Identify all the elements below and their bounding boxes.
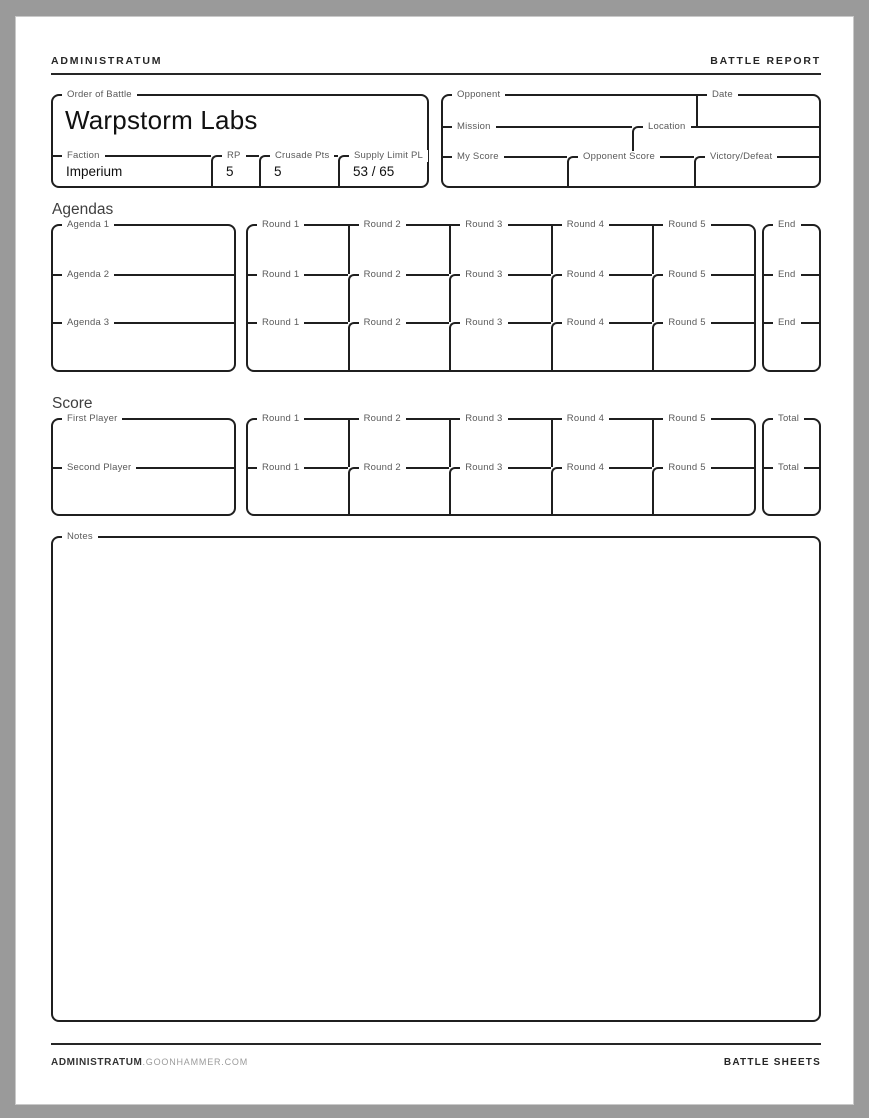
notes-label: Notes <box>62 531 98 543</box>
order-of-battle-label: Order of Battle <box>62 89 137 101</box>
masthead-brand: ADMINISTRATUM <box>51 55 163 67</box>
agenda-round-cell <box>551 219 653 274</box>
crusade-pts-value: 5 <box>274 164 282 179</box>
score-round-cell <box>248 413 348 467</box>
footer-brand: ADMINISTRATUM <box>51 1057 143 1068</box>
agenda-3-field <box>53 317 234 370</box>
agenda-3-label: Agenda 3 <box>62 317 114 329</box>
round-label: Round 1 <box>257 219 304 231</box>
score-round-cell <box>551 413 653 467</box>
faction-value: Imperium <box>66 164 123 179</box>
my-score-field <box>443 151 567 186</box>
round-label: Round 2 <box>359 219 406 231</box>
score-round-cell <box>348 413 450 467</box>
agenda-2-field <box>53 269 234 322</box>
agendas-section <box>51 219 821 372</box>
masthead <box>51 55 821 67</box>
agenda-1-field <box>53 219 234 274</box>
agenda-end-cell <box>764 219 819 274</box>
second-player-field <box>53 462 234 514</box>
end-label: End <box>773 219 801 231</box>
supply-limit-field <box>338 150 427 186</box>
round-label: Round 5 <box>663 413 710 425</box>
opponent-label: Opponent <box>452 89 505 101</box>
location-label: Location <box>643 121 691 133</box>
battle-details-box <box>441 89 821 188</box>
masthead-title: BATTLE REPORT <box>710 55 821 67</box>
rp-field <box>211 150 259 186</box>
agenda-round-cell <box>348 219 450 274</box>
agenda-round-cell <box>449 219 551 274</box>
opponent-score-label: Opponent Score <box>578 151 660 163</box>
round-label: Round 3 <box>460 462 507 474</box>
round-label: Round 2 <box>359 317 406 329</box>
first-player-label: First Player <box>62 413 122 425</box>
masthead-rule <box>51 73 821 75</box>
second-player-label: Second Player <box>62 462 136 474</box>
score-round-cell <box>248 462 348 514</box>
agendas-heading: Agendas <box>52 201 114 218</box>
round-label: Round 1 <box>257 269 304 281</box>
rp-label: RP <box>222 150 246 162</box>
round-label: Round 4 <box>562 219 609 231</box>
agenda-round-cell <box>652 219 754 274</box>
agenda-2-label: Agenda 2 <box>62 269 114 281</box>
score-total-cell <box>764 462 819 514</box>
crusade-pts-field <box>259 150 338 186</box>
order-of-battle-value: Warpstorm Labs <box>65 105 258 135</box>
order-of-battle-stats-row <box>53 150 427 186</box>
score-section <box>51 413 821 516</box>
agenda-names-box <box>51 219 236 372</box>
score-rounds-box <box>246 413 756 516</box>
round-label: Round 4 <box>562 413 609 425</box>
footer-rule <box>51 1043 821 1045</box>
round-label: Round 4 <box>562 317 609 329</box>
agenda-end-box <box>762 219 821 372</box>
round-label: Round 5 <box>663 269 710 281</box>
agenda-round-cell <box>652 269 754 322</box>
score-round-cell <box>551 462 653 514</box>
round-label: Round 3 <box>460 269 507 281</box>
score-round-cell <box>348 462 450 514</box>
top-section <box>51 89 821 188</box>
agenda-round-cell <box>248 317 348 370</box>
round-label: Round 2 <box>359 413 406 425</box>
order-of-battle-field <box>53 89 427 155</box>
round-label: Round 1 <box>257 317 304 329</box>
footer-domain: .GOONHAMMER.COM <box>142 1057 248 1067</box>
score-total-box <box>762 413 821 516</box>
score-heading: Score <box>52 395 93 412</box>
mission-label: Mission <box>452 121 496 133</box>
battle-report-sheet <box>15 16 854 1105</box>
round-label: Round 3 <box>460 317 507 329</box>
round-label: Round 1 <box>257 413 304 425</box>
opponent-score-field <box>567 151 694 186</box>
date-label: Date <box>707 89 738 101</box>
footer-title: BATTLE SHEETS <box>723 1057 821 1068</box>
agenda-rounds-box <box>246 219 756 372</box>
round-label: Round 5 <box>663 317 710 329</box>
score-players-box <box>51 413 236 516</box>
score-round-cell <box>652 413 754 467</box>
supply-limit-label: Supply Limit PL <box>349 150 428 162</box>
faction-label: Faction <box>62 150 105 162</box>
score-round-cell <box>449 413 551 467</box>
score-round-cell <box>449 462 551 514</box>
round-label: Round 3 <box>460 413 507 425</box>
agenda-round-cell <box>348 317 450 370</box>
agenda-end-cell <box>764 317 819 370</box>
agenda-round-cell <box>348 269 450 322</box>
agenda-round-cell <box>248 269 348 322</box>
details-row-1 <box>443 89 819 126</box>
date-field <box>696 89 819 126</box>
footer-brand-group <box>51 1052 248 1070</box>
agenda-round-cell <box>652 317 754 370</box>
agenda-round-cell <box>449 269 551 322</box>
page-footer <box>51 1052 821 1070</box>
details-row-3 <box>443 151 819 186</box>
crusade-pts-label: Crusade Pts <box>270 150 334 162</box>
round-label: Round 4 <box>562 462 609 474</box>
round-label: Round 5 <box>663 462 710 474</box>
agenda-1-label: Agenda 1 <box>62 219 114 231</box>
rp-value: 5 <box>226 164 234 179</box>
score-total-cell <box>764 413 819 467</box>
round-label: Round 1 <box>257 462 304 474</box>
victory-defeat-label: Victory/Defeat <box>705 151 777 163</box>
agenda-round-cell <box>551 317 653 370</box>
agenda-end-cell <box>764 269 819 322</box>
agenda-round-cell <box>449 317 551 370</box>
agenda-round-cell <box>248 219 348 274</box>
faction-field <box>53 150 211 186</box>
order-of-battle-box <box>51 89 429 188</box>
score-round-cell <box>652 462 754 514</box>
round-label: Round 2 <box>359 462 406 474</box>
notes-box <box>51 531 821 1022</box>
supply-limit-value: 53 / 65 <box>353 164 395 179</box>
total-label: Total <box>773 462 804 474</box>
first-player-field <box>53 413 234 467</box>
end-label: End <box>773 317 801 329</box>
round-label: Round 5 <box>663 219 710 231</box>
end-label: End <box>773 269 801 281</box>
round-label: Round 2 <box>359 269 406 281</box>
agenda-round-cell <box>551 269 653 322</box>
total-label: Total <box>773 413 804 425</box>
round-label: Round 4 <box>562 269 609 281</box>
round-label: Round 3 <box>460 219 507 231</box>
victory-defeat-field <box>694 151 819 186</box>
my-score-label: My Score <box>452 151 504 163</box>
